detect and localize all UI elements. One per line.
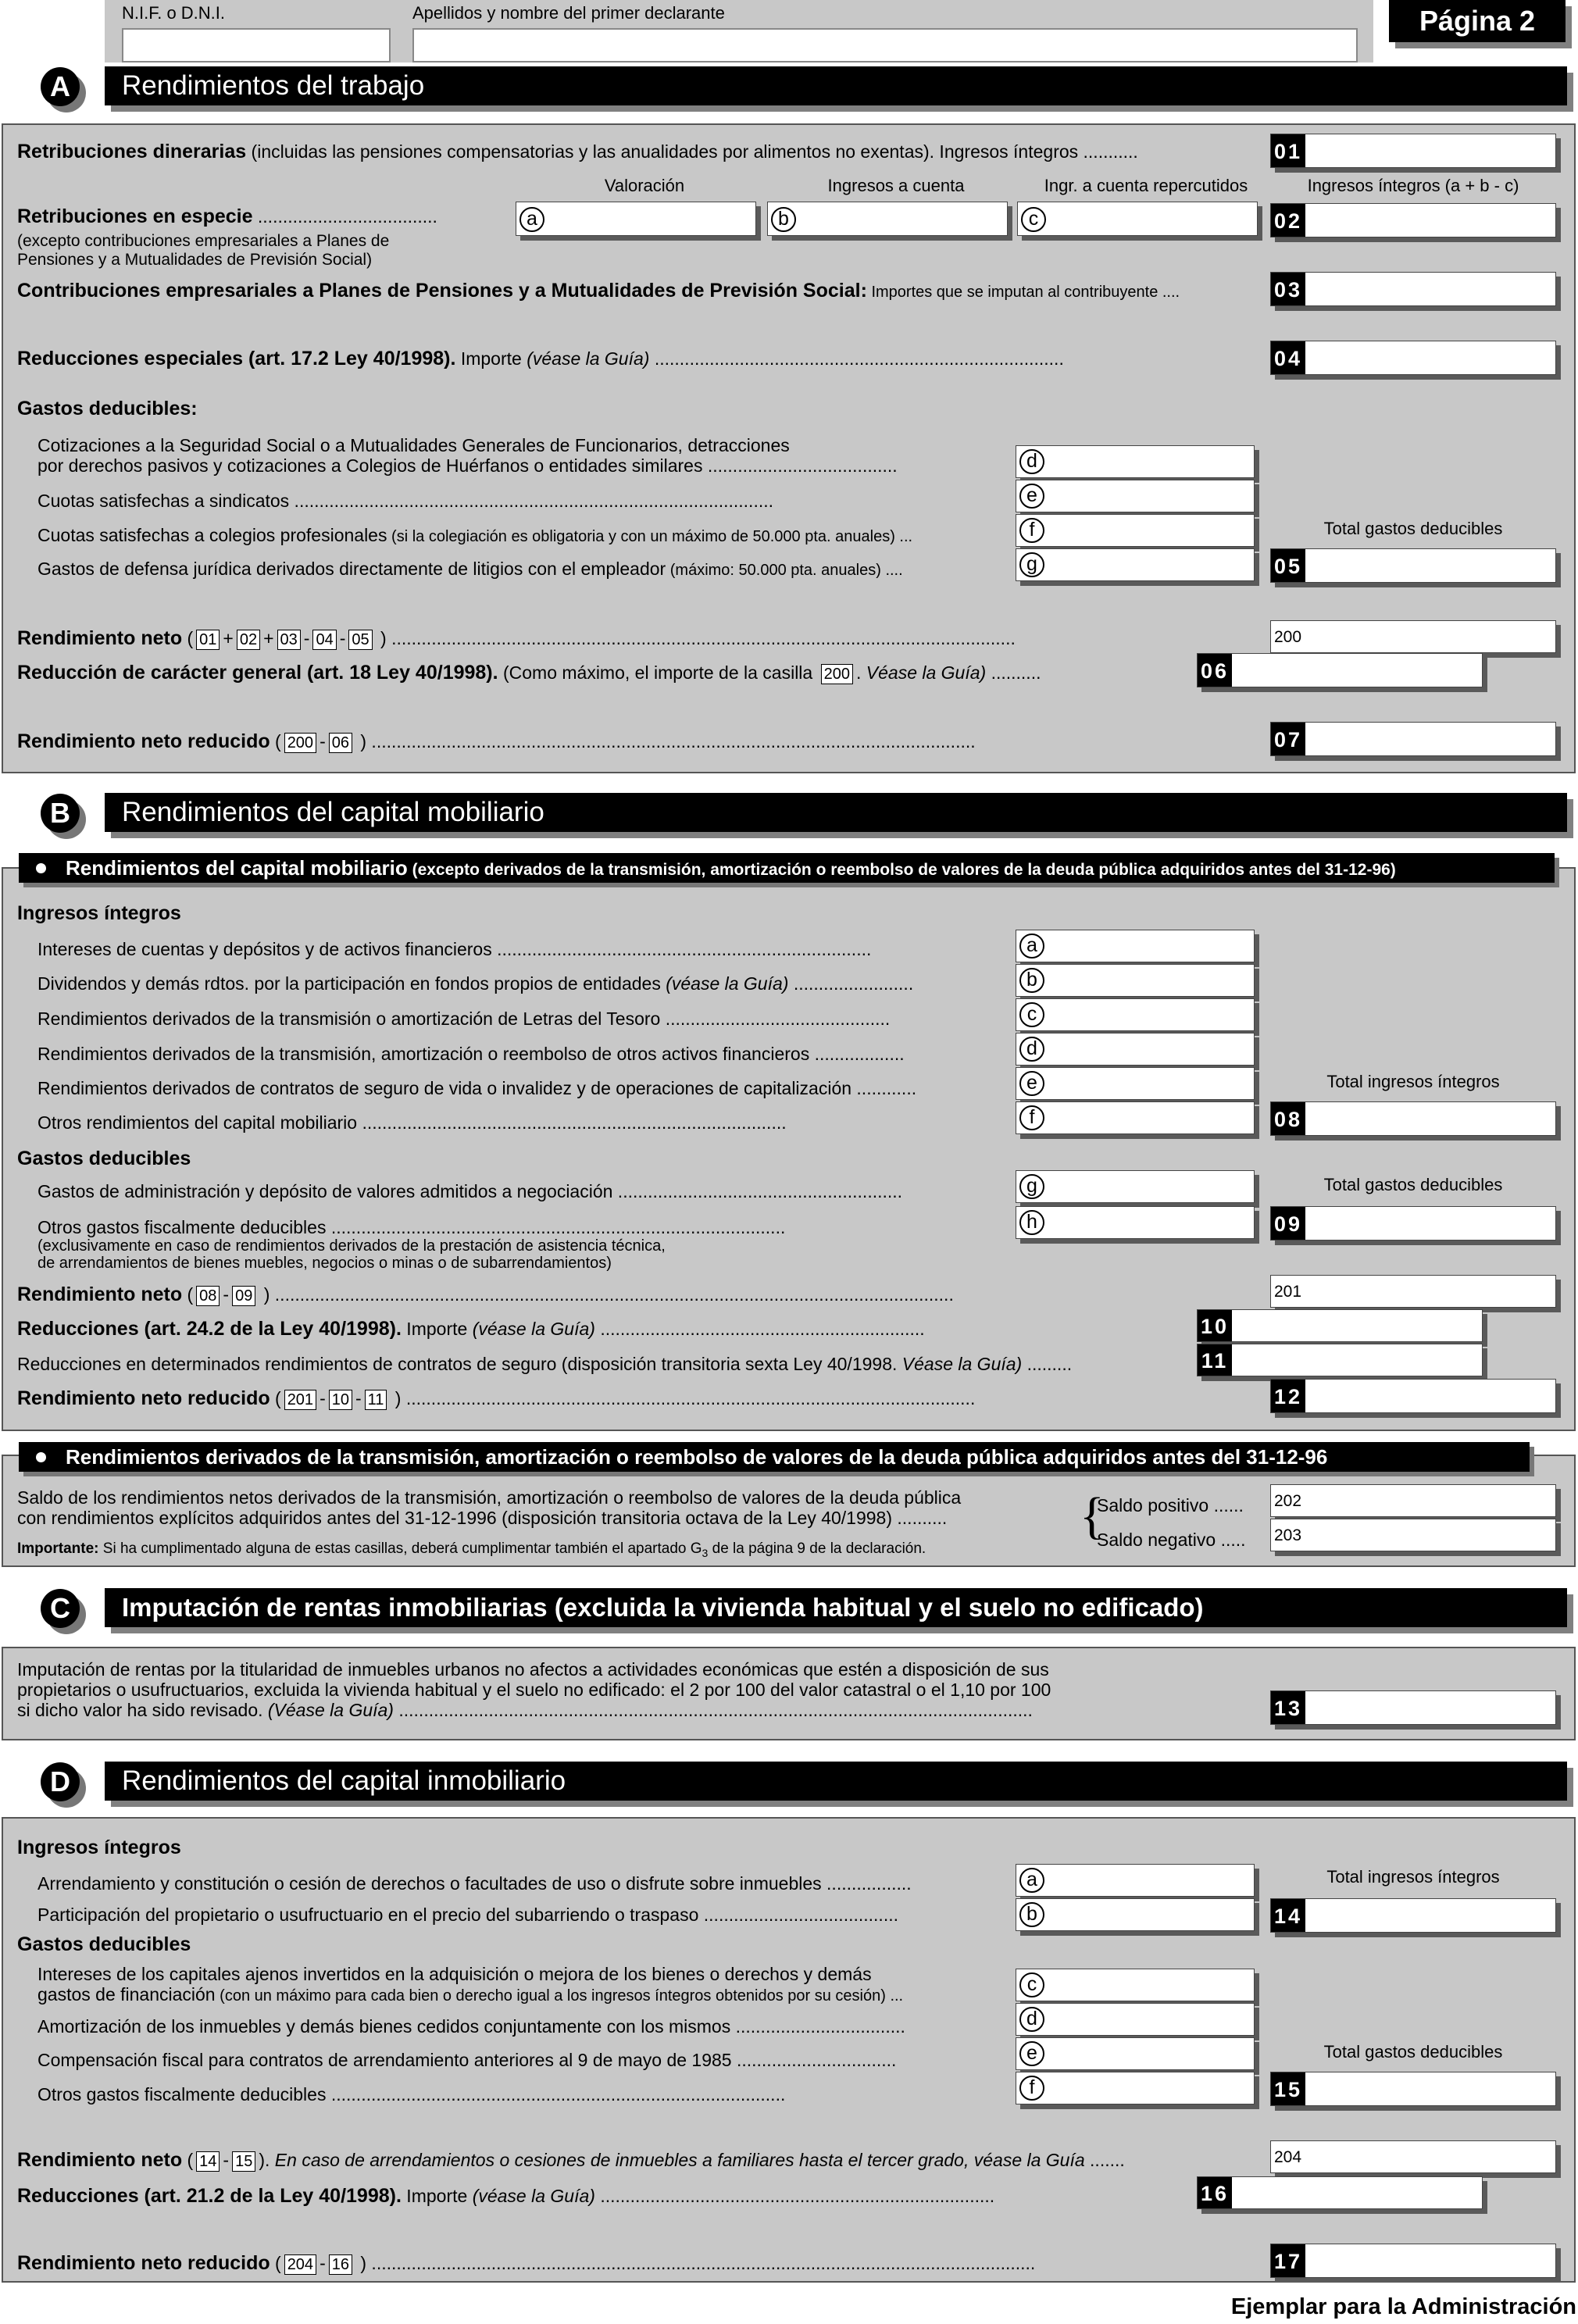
apellidos-input[interactable] [412, 28, 1358, 62]
box-a-e[interactable]: e [1016, 480, 1255, 512]
section-d-badge: D [41, 1762, 80, 1801]
box-02c[interactable]: c [1017, 202, 1258, 236]
d-reducciones: Reducciones (art. 21.2 de la Ley 40/1998). Importe (véase la Guía) ............................................................................... [17, 2185, 995, 2207]
box-01[interactable]: 01 [1270, 134, 1556, 168]
box-05[interactable]: 05 [1270, 548, 1556, 583]
b-ing-e: Rendimientos derivados de contratos de seguro de vida o invalidez y de operaciones de capitalización ............ [37, 1078, 917, 1098]
b-ing-d: Rendimientos derivados de la transmisión, amortización o reembolso de otros activos financieros .................. [37, 1044, 905, 1064]
d-gasto-f: Otros gastos fiscalmente deducibles ........................................................................................... [37, 2084, 786, 2104]
b-gasto-h-note1: (exclusivamente en caso de rendimientos derivados de la prestación de asistencia técnica, [37, 1237, 666, 1255]
b-total-gastos-label: Total gastos deducibles [1323, 1175, 1503, 1194]
section-b-title: Rendimientos del capital mobiliario [105, 793, 1567, 832]
box-d-b[interactable]: b [1016, 1898, 1255, 1931]
b-subheader-1: Rendimientos del capital mobiliario (excepto derivados de la transmisión, amortización o reembolso de valores de la deuda pública adquiridos antes del 31-12-96) [19, 853, 1555, 883]
c-text-line3: si dicho valor ha sido revisado. (Véase la Guía) ............................................................................................................................... [17, 1700, 1033, 1720]
box-b-d[interactable]: d [1016, 1033, 1255, 1066]
a-gd-line1b: por derechos pasivos y cotizaciones a Colegios de Huérfanos o entidades similares ...................................... [37, 455, 898, 476]
a-line-02-note1: (excepto contribuciones empresariales a Planes de [17, 232, 390, 250]
box-02[interactable]: 02 [1270, 203, 1556, 237]
b-ing-b: Dividendos y demás rdtos. por la participación en fondos propios de entidades (véase la Guía) ........................ [37, 973, 914, 994]
b-saldo-line1: Saldo de los rendimientos netos derivados de la transmisión, amortización o reembolso de valores de la deuda pública [17, 1487, 962, 1508]
a-line-04: Reducciones especiales (art. 17.2 Ley 40/1998). Importe (véase la Guía) .................................................................................. [17, 348, 1064, 369]
box-a-g[interactable]: g [1016, 548, 1255, 581]
box-03[interactable]: 03 [1270, 272, 1556, 306]
a-line-01: Retribuciones dinerarias (incluidas las pensiones compensatorias y las anualidades por alimentos no exentas). Ingresos íntegros ........... [17, 141, 1138, 162]
b-gasto-h-note2: de arrendamientos de bienes muebles, negocios o minas o de subarrendamientos) [37, 1255, 612, 1272]
d-gastos-heading: Gastos deducibles [17, 1933, 191, 1955]
box-201[interactable]: 201 [1270, 1275, 1556, 1308]
col-ingresos-cuenta: Ingresos a cuenta [827, 176, 965, 195]
box-b-a[interactable]: a [1016, 930, 1255, 962]
b-reducciones: Reducciones (art. 24.2 de la Ley 40/1998). Importe (véase la Guía) ................................................................. [17, 1318, 925, 1340]
box-07[interactable]: 07 [1270, 722, 1556, 756]
a-reduccion-general: Reducción de carácter general (art. 18 Ley 40/1998). (Como máximo, el importe de la casilla 200 . Véase la Guía) .......... [17, 662, 1041, 684]
box-15[interactable]: 15 [1270, 2072, 1556, 2106]
c-text-line2: propietarios o usufructuarios, excluida la vivienda habitual y el suelo no edificado: el 2 por 100 del valor catastral o el 1,10 por 100 [17, 1680, 1051, 1700]
d-total-ingresos-label: Total ingresos íntegros [1326, 1867, 1500, 1887]
b-rendimiento-neto-reducido: Rendimiento neto reducido ( 201 - 10 - 11 ) .................................................................................................................. [17, 1387, 976, 1409]
d-ing-a: Arrendamiento y constitución o cesión de derechos o facultades de uso o disfrute sobre inmuebles ................. [37, 1873, 912, 1894]
b-saldo-negativo-label: Saldo negativo ..... [1097, 1530, 1246, 1550]
box-02b[interactable]: b [767, 202, 1008, 236]
bullet-icon [36, 863, 46, 873]
box-d-e[interactable]: e [1016, 2037, 1255, 2070]
section-c-title: Imputación de rentas inmobiliarias (excluida la vivienda habitual y el suelo no edificado) [105, 1588, 1567, 1627]
box-b-h[interactable]: h [1016, 1206, 1255, 1239]
a-line-02: Retribuciones en especie .................................... [17, 205, 437, 227]
b-reducciones-seguro: Reducciones en determinados rendimientos de contratos de seguro (disposición transitoria sexta Ley 40/1998. Véase la Guía) ......... [17, 1354, 1073, 1374]
a-gd-line-g: Gastos de defensa jurídica derivados directamente de litigios con el empleador (máximo: 50.000 pta. anuales) .... [37, 559, 903, 579]
box-d-a[interactable]: a [1016, 1864, 1255, 1897]
d-gasto-c2: gastos de financiación (con un máximo para cada bien o derecho igual a los ingresos íntegros obtenidos por su cesión) ... [37, 1984, 904, 2004]
box-08[interactable]: 08 [1270, 1101, 1556, 1136]
d-rendimiento-neto: Rendimiento neto ( 14 - 15 ). En caso de arrendamientos o cesiones de inmuebles a familiares hasta el tercer grado, véase la Guía ....... [17, 2149, 1125, 2171]
d-gasto-e: Compensación fiscal para contratos de arrendamiento anteriores al 9 de mayo de 1985 ................................ [37, 2050, 897, 2070]
a-total-gastos-label: Total gastos deducibles [1323, 519, 1503, 538]
box-a-f[interactable]: f [1016, 514, 1255, 547]
box-b-c[interactable]: c [1016, 998, 1255, 1031]
footer-ejemplar: Ejemplar para la Administración [1230, 2294, 1576, 2319]
d-gasto-c1: Intereses de los capitales ajenos invertidos en la adquisición o mejora de los bienes o derechos y demás [37, 1964, 872, 1984]
d-rendimiento-neto-reducido: Rendimiento neto reducido ( 204 - 16 ) ..................................................................................................................................... [17, 2252, 1036, 2274]
box-13[interactable]: 13 [1270, 1690, 1556, 1725]
b-subheader-2: Rendimientos derivados de la transmisión, amortización o reembolso de valores de la deuda pública adquiridos antes del 31-12-96 [19, 1442, 1530, 1472]
a-rendimiento-neto-reducido: Rendimiento neto reducido ( 200 - 06 ) ......................................................................................................................... [17, 730, 976, 752]
a-rendimiento-neto: Rendimiento neto ( 01 + 02 + 03 - 04 - 05 ) ............................................................................................................................. [17, 627, 1016, 649]
d-gasto-d: Amortización de los inmuebles y demás bienes cedidos conjuntamente con los mismos .................................. [37, 2016, 905, 2037]
box-06[interactable]: 06 [1197, 653, 1483, 687]
box-200[interactable]: 200 [1270, 620, 1556, 653]
b-gastos-heading: Gastos deducibles [17, 1148, 191, 1169]
b-total-ingresos-label: Total ingresos íntegros [1326, 1072, 1500, 1091]
section-c-badge: C [41, 1589, 80, 1628]
box-d-d[interactable]: d [1016, 2003, 1255, 2036]
section-a-badge: A [41, 67, 80, 106]
page-number: Página 2 [1389, 0, 1566, 42]
box-09[interactable]: 09 [1270, 1206, 1556, 1241]
section-a-title: Rendimientos del trabajo [105, 66, 1567, 105]
nif-label: N.I.F. o D.N.I. [122, 3, 226, 23]
b-ing-a: Intereses de cuentas y depósitos y de activos financieros ........................................................................... [37, 939, 872, 959]
box-02a[interactable]: a [516, 202, 756, 236]
d-ing-b: Participación del propietario o usufructuario en el precio del subarriendo o traspaso ....................................... [37, 1905, 898, 1925]
b-saldo-line2: con rendimientos explícitos adquiridos antes del 31-12-1996 (disposición transitoria octava de la Ley 40/1998) .......... [17, 1508, 948, 1528]
section-d-title: Rendimientos del capital inmobiliario [105, 1762, 1567, 1801]
box-11[interactable]: 11 [1197, 1344, 1483, 1376]
box-d-c[interactable]: c [1016, 1969, 1255, 2001]
b-ing-f: Otros rendimientos del capital mobiliario ..................................................................................... [37, 1112, 787, 1133]
section-b-badge: B [41, 794, 80, 833]
b-importante: Importante: Si ha cumplimentado alguna de estas casillas, deberá cumplimentar también el apartado $G_3$ de la página 9 de la declaración. [17, 1540, 926, 1559]
apellidos-label: Apellidos y nombre del primer declarante [412, 3, 725, 23]
b-brace: { [1080, 1487, 1105, 1544]
col-ingr-repercutidos: Ingr. a cuenta repercutidos [1044, 176, 1248, 195]
box-17[interactable]: 17 [1270, 2244, 1556, 2278]
b-gasto-h: Otros gastos fiscalmente deducibles ........................................................................................... [37, 1217, 786, 1237]
box-b-g[interactable]: g [1016, 1170, 1255, 1203]
b-saldo-positivo-label: Saldo positivo ...... [1097, 1495, 1244, 1515]
col-integros: Ingresos íntegros (a + b - c) [1307, 176, 1519, 195]
b-rendimiento-neto: Rendimiento neto ( 08 - 09 ) ........................................................................................................................................ [17, 1283, 954, 1305]
nif-input[interactable] [122, 28, 391, 62]
box-b-f[interactable]: f [1016, 1101, 1255, 1134]
box-202[interactable]: 202 [1270, 1484, 1556, 1517]
box-204[interactable]: 204 [1270, 2140, 1556, 2173]
box-a-d[interactable]: d [1016, 445, 1255, 478]
col-valoracion: Valoración [604, 176, 685, 195]
b-gasto-g: Gastos de administración y depósito de valores admitidos a negociación ......................................................... [37, 1181, 903, 1201]
a-line-03: Contribuciones empresariales a Planes de Pensiones y a Mutualidades de Previsión Social: Importes que se imputan al contribuyente .... [17, 280, 1180, 302]
box-10[interactable]: 10 [1197, 1309, 1483, 1342]
box-d-f[interactable]: f [1016, 2072, 1255, 2104]
d-ingresos-heading: Ingresos íntegros [17, 1837, 181, 1858]
b-ingresos-heading: Ingresos íntegros [17, 902, 181, 924]
box-16[interactable]: 16 [1197, 2176, 1483, 2209]
b-ing-c: Rendimientos derivados de la transmisión o amortización de Letras del Tesoro ............................................. [37, 1008, 891, 1029]
a-gd-line-f: Cuotas satisfechas a colegios profesionales (si la colegiación es obligatoria y con un máximo de 50.000 pta. anuales) ... [37, 525, 913, 545]
d-total-gastos-label: Total gastos deducibles [1323, 2042, 1503, 2062]
box-b-e[interactable]: e [1016, 1067, 1255, 1100]
box-12[interactable]: 12 [1270, 1379, 1556, 1413]
box-203[interactable]: 203 [1270, 1519, 1556, 1551]
box-14[interactable]: 14 [1270, 1898, 1556, 1933]
a-gastos-heading: Gastos deducibles: [17, 398, 198, 419]
box-04[interactable]: 04 [1270, 341, 1556, 375]
box-b-b[interactable]: b [1016, 964, 1255, 997]
a-gd-line1a: Cotizaciones a la Seguridad Social o a Mutualidades Generales de Funcionarios, detracciones [37, 435, 790, 455]
a-gd-line-e: Cuotas satisfechas a sindicatos ................................................................................................ [37, 491, 774, 511]
a-line-02-note2: Pensiones y a Mutualidades de Previsión Social) [17, 251, 373, 269]
bullet-icon [36, 1452, 46, 1462]
c-text-line1: Imputación de rentas por la titularidad de inmuebles urbanos no afectos a actividades económicas que estén a disposición de sus [17, 1659, 1049, 1680]
